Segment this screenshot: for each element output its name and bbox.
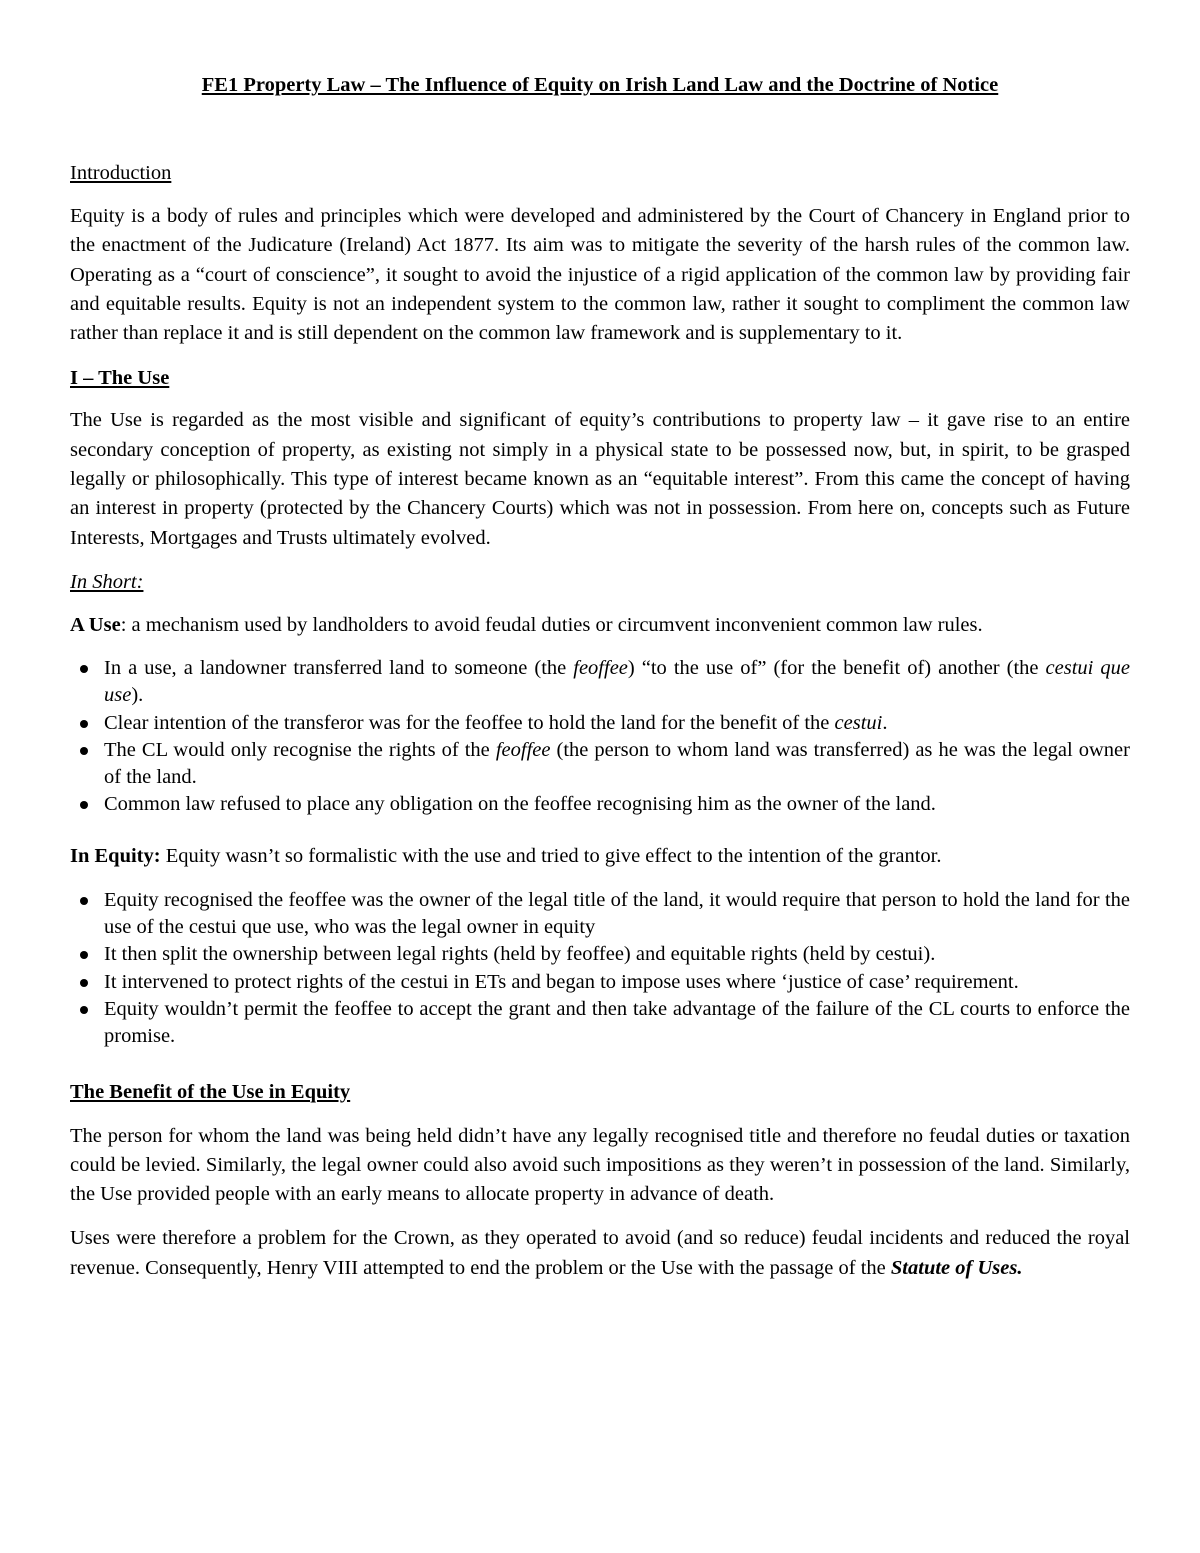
- list-item-text: ).: [131, 684, 144, 707]
- list-item: [70, 791, 1130, 818]
- list-item-italic: feoffee: [573, 656, 628, 679]
- list-item: [70, 941, 1130, 968]
- in-equity-definition: [70, 841, 1130, 871]
- benefit-paragraph: The person for whom the land was being held didn’t have any legally recognised title and therefore no feudal duties or taxation could be levied. Similarly, the legal owner could also avoid such impositions as they weren’t in possession of the land. Similarly, the Use provided people with an early means to allocate property in advance of death.: [70, 1124, 1130, 1206]
- list-item: [70, 737, 1130, 792]
- list-item-text: It intervened to protect rights of the cestui in ETs and began to impose uses where ‘justice of case’ requirement.: [104, 970, 1019, 993]
- in-short-label: In Short:: [70, 570, 144, 593]
- a-use-label: A Use: [70, 613, 121, 636]
- use-bullet-list: [70, 655, 1130, 819]
- list-item-text: It then split the ownership between legal rights (held by feoffee) and equitable rights (held by cestui).: [104, 943, 936, 966]
- list-item-italic: cestui: [834, 711, 883, 734]
- list-item-italic: cestui que use: [104, 656, 1130, 707]
- bullet-icon: [80, 720, 88, 728]
- list-item-text: Equity wouldn’t permit the feoffee to accept the grant and then take advantage of the failure of the CL courts to enforce the promise.: [104, 997, 1130, 1048]
- bullet-icon: [80, 897, 88, 905]
- list-item-text: Common law refused to place any obligation on the feoffee recognising him as the owner of the land.: [104, 793, 936, 816]
- a-use-definition: [70, 610, 1130, 640]
- a-use-text: : a mechanism used by landholders to avoid feudal duties or circumvent inconvenient common law rules.: [120, 613, 983, 636]
- introduction-heading: Introduction: [70, 162, 172, 184]
- bullet-icon: [80, 1006, 88, 1014]
- introduction-paragraph: Equity is a body of rules and principles which were developed and administered by the Court of Chancery in England prior to the enactment of the Judicature (Ireland) Act 1877. Its aim was to mitigate the severity of the harsh rules of the common law. Operating as a “court of conscience”, it sought to avoid the injustice of a rigid application of the common law by providing fair and equitable results. Equity is not an independent system to the common law, rather it sought to compliment the common law rather than replace it and is still dependent on the common law framework and is supplementary to it.: [70, 205, 1130, 345]
- document-page: [70, 70, 1130, 1283]
- bullet-icon: [80, 951, 88, 959]
- list-item-italic: feoffee: [495, 738, 551, 761]
- list-item-text: In a use, a landowner transferred land to someone (the: [104, 656, 574, 679]
- list-item: [70, 710, 1130, 737]
- list-item: [70, 887, 1130, 942]
- bullet-icon: [80, 801, 88, 809]
- section-use-heading: I – The Use: [70, 367, 170, 390]
- list-item-text: The CL would only recognise the rights of the: [104, 738, 496, 761]
- section-use-paragraph: The Use is regarded as the most visible and significant of equity’s contributions to property law – it gave rise to an entire secondary conception of property, as existing not simply in a physical state to be possessed now, but, in spirit, to be grasped legally or philosophically. This type of interest became known as an “equitable interest”. From this came the concept of having an interest in property (protected by the Chancery Courts) which was not in possession. From here on, concepts such as Future Interests, Mortgages and Trusts ultimately evolved.: [70, 409, 1130, 549]
- list-item-text: Equity recognised the feoffee was the owner of the legal title of the land, it would require that person to hold the land for the use of the cestui que use, who was the legal owner in equity: [104, 888, 1130, 939]
- document-title: FE1 Property Law – The Influence of Equity on Irish Land Law and the Doctrine of Notice: [201, 74, 999, 96]
- list-item: [70, 996, 1130, 1051]
- crown-paragraph-text: Uses were therefore a problem for the Crown, as they operated to avoid (and so reduce) feudal incidents and reduced the royal revenue. Consequently, Henry VIII attempted to end the problem or the Use with the passage of the: [70, 1227, 1130, 1279]
- in-equity-label: In Equity:: [70, 844, 161, 867]
- list-item: [70, 969, 1130, 996]
- bullet-icon: [80, 979, 88, 987]
- bullet-icon: [80, 747, 88, 755]
- list-item: [70, 655, 1130, 710]
- benefit-heading: The Benefit of the Use in Equity: [70, 1080, 351, 1103]
- list-item-text: ) “to the use of” (for the benefit of) another (the: [627, 656, 1046, 679]
- bullet-icon: [80, 665, 88, 673]
- list-item-text: Clear intention of the transferor was for the feoffee to hold the land for the benefit of the: [104, 711, 835, 734]
- list-item-text: .: [882, 711, 888, 734]
- equity-bullet-list: [70, 887, 1130, 1051]
- statute-of-uses: Statute of Uses.: [890, 1256, 1023, 1279]
- crown-paragraph: [70, 1224, 1130, 1283]
- in-equity-text: Equity wasn’t so formalistic with the use and tried to give effect to the intention of the grantor.: [160, 844, 942, 867]
- list-item-text: (the person to whom land was transferred) as he was the legal owner of the land.: [104, 738, 1130, 789]
